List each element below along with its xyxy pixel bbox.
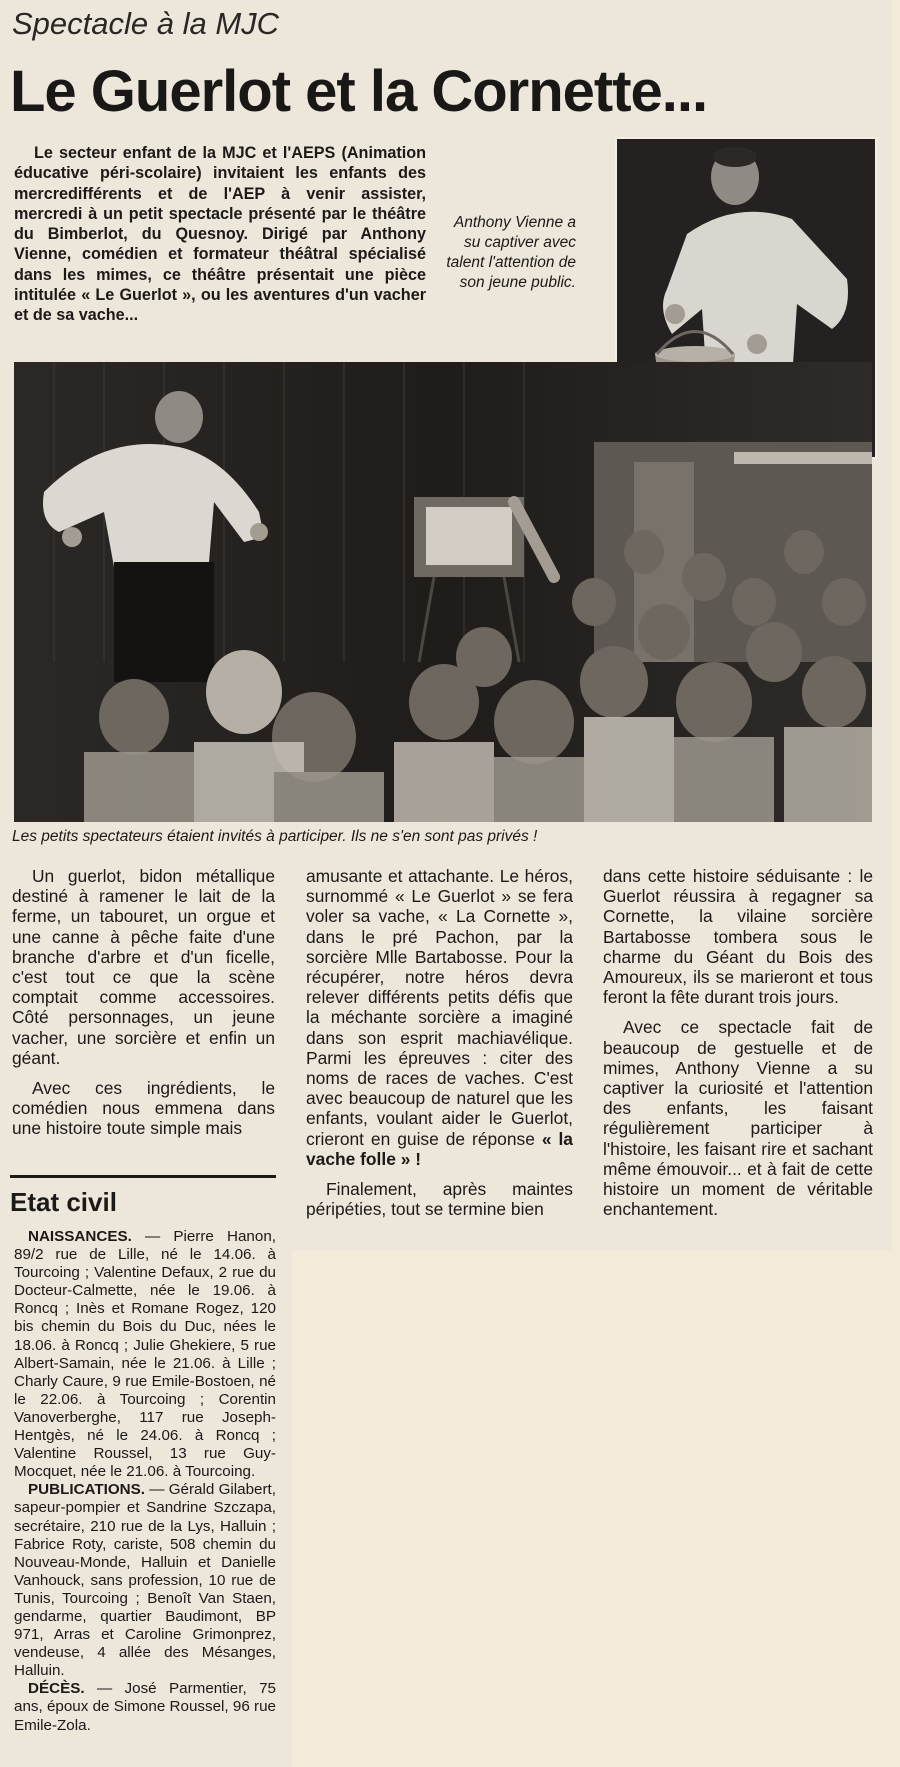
publications-label: PUBLICATIONS. [28,1481,145,1499]
paragraph: Avec ce spectacle fait de beaucoup de gestuelle et de mimes, Anthony Vienne a su captiver la curiosité et l'attention des enfants, les faisant régulièrement participer à l'histoire, les faisant rire et sachant même émouvoir... et à fait de cette histoire un moment de véritable enchantement. [603,1017,873,1220]
section-divider [10,1175,276,1178]
photo-caption-main: Les petits spectateurs étaient invités à participer. Ils ne s'en sont pas privés ! [12,828,538,845]
paragraph: Un guerlot, bidon métallique destiné à ramener le lait de la ferme, un tabouret, un orgue et une canne à pêche faite d'une branche d'arbre et d'un ficelle, c'est tout ce que la scène comptait comme accessoires. Côté personnages, un jeune vacher, une sorcière et enfin un géant. [12,866,275,1068]
naissances-entry [14,1228,276,1481]
article-intro: Le secteur enfant de la MJC et l'AEPS (Animation éducative péri-scolaire) invitaient les enfants des mercredifférents et de l'AEP à venir assister, mercredi à un petit spectacle présenté par le théâtre du Bimberlot, du Quesnoy. Dirigé par Anthony Vienne, comédien et formateur théâtral spécialisé dans les mimes, ce théâtre présentait une pièce intitulée « Le Guerlot », ou les aventures d'un vacher et de sa vache... [14,144,426,325]
deces-label: DÉCÈS. [28,1680,85,1698]
deces-entry [14,1680,276,1734]
audience-photo [14,362,872,822]
article-kicker: Spectacle à la MJC [12,6,280,41]
paragraph [306,866,573,1169]
publications-text: — Gérald Gilabert, sapeur-pompier et Sandrine Szczapa, secrétaire, 210 rue de la Lys, Halluin ; Fabrice Roty, cariste, 508 chemin du Nouveau-Monde, Halluin et Danielle Vanhouck, sans profession, 10 rue de Tunis, Tourcoing ; Benoît Van Staen, gendarme, quartier Baudimont, BP 971, Arras et Caroline Grimonprez, vendeuse, 4 allée des Mésanges, Halluin. [14,1481,276,1680]
paragraph: Avec ces ingrédients, le comédien nous emmena dans une histoire toute simple mais [12,1078,275,1139]
article-headline: Le Guerlot et la Cornette... [10,59,708,124]
deces-text: — José Parmentier, 75 ans, époux de Simone Roussel, 96 rue Emile-Zola. [14,1680,276,1734]
photo-caption-right: Anthony Vienne a su captiver avec talent l'attention de son jeune public. [446,214,576,291]
naissances-text: — Pierre Hanon, 89/2 rue de Lille, né le 14.06. à Tourcoing ; Valentine Defaux, 2 rue du Docteur-Calmette, née le 19.06. à Roncq ; Inès et Romane Rogez, 120 bis chemin du Bois du Duc, nées le 18.06. à Roncq ; Julie Ghekiere, 5 rue Albert-Samain, née le 21.06. à Lille ; Charly Caure, 9 rue Emile-Bostoen, né le 22.06. à Tourcoing ; Corentin Vanoverberghe, 117 rue Joseph-Hentgès, né le 24.06. à Roncq ; Valentine Roussel, 13 rue Guy-Mocquet, née le 21.06. à Tourcoing. [14,1228,276,1481]
article-column-3 [603,866,873,1229]
paragraph: Finalement, après maintes péripéties, tout se termine bien [306,1179,573,1220]
bold-quote: « la vache folle » ! [306,1128,573,1169]
etat-civil-title: Etat civil [10,1187,117,1217]
article-column-2 [306,866,573,1229]
etat-civil-body [14,1228,276,1735]
naissances-label: NAISSANCES. [28,1228,132,1245]
paragraph-text: amusante et attachante. Le héros, surnommé « Le Guerlot » se fera voler sa vache, « La Cornette », dans le pré Pachon, par la sorcière Mlle Bartabosse. Pour la récupérer, notre héros devra relever différents petits défis que la méchante sorcière a imaginé dans son esprit machiavélique. Parmi les épreuves : citer des noms de races de vaches. C'est avec beaucoup de naturel que les enfants, voulant aider le Guerlot, crieront en guise de réponse [306,866,573,1149]
article-column-1 [12,866,275,1149]
paragraph: dans cette histoire séduisante : le Guerlot réussira à regagner sa Cornette, la vilaine sorcière Bartabosse tombera sous le charme du Géant du Bois des Amoureux, ils se marieront et tous feront la fête durant trois jours. [603,866,873,1008]
publications-entry [14,1481,276,1680]
